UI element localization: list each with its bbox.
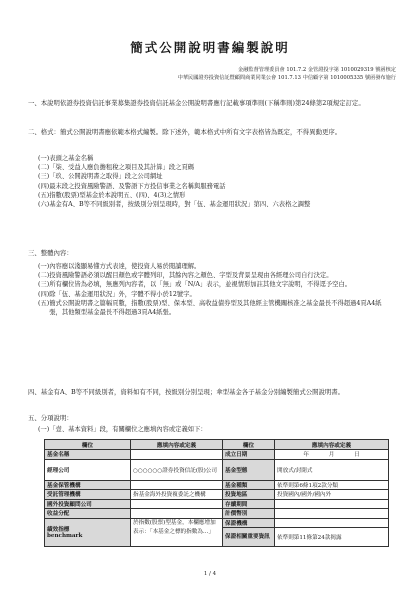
- cell-label: 成立日期: [223, 450, 275, 460]
- cell-value: 於指數(股票)型基金，本欄應增加表示：「本基金之標的指數為…」: [131, 518, 223, 547]
- section-5: [28, 414, 390, 423]
- cell-label: 計價幣別: [223, 509, 275, 519]
- section-3: [28, 249, 390, 258]
- section-5-item-1: (一) 「壹、基本資料」段，有關欄位之應填內容或定義如下：: [38, 426, 207, 433]
- approval-line-2: 中華民國證券投資信託暨顧問商業同業公會 101.7.13 中信顧字第 1010005335 號函發布施行: [177, 75, 396, 81]
- cell-value: 依準則第11條第24款揭露: [275, 528, 389, 547]
- table-header: 應填內容或定義: [131, 440, 223, 450]
- cell-value: 開放式/封閉式: [275, 459, 389, 480]
- section-2-list: [38, 154, 390, 209]
- list-item: (三) 「玖、公開說明書之取得」段之公司網址: [38, 173, 163, 181]
- cell-value: 指基金海外投資複委託之機構: [131, 490, 223, 500]
- cell-value: 年 月 日: [275, 450, 389, 460]
- section-3-list: [38, 262, 390, 317]
- table-row: [45, 480, 389, 490]
- section-4: [28, 388, 390, 397]
- fund-basic-info-table: [44, 439, 389, 547]
- list-item: (五) 簡式公開說明書之篇幅頁數，指數(股票)型、保本型、高收益債券型及其他經主管機關核准之基金最長不得超過4頁A4紙張，其他類型基金最長不得超過3頁A4紙張。: [38, 299, 382, 317]
- table-row: [45, 499, 389, 509]
- cell-label: 保證機構: [223, 518, 275, 528]
- cell-value: [275, 499, 389, 509]
- cell-label: 經理公司: [45, 459, 131, 480]
- cell-label: 存續期間: [223, 499, 275, 509]
- section-2-number: 二、: [28, 128, 41, 136]
- list-item: (四) 最末段之投資風險警語、及警語下方投信事業之名稱與服務電話: [38, 182, 226, 190]
- section-5-text: 分項說明：: [40, 414, 73, 422]
- list-item: (五) 指數(股票)型基金於本說明五、(四)、4(3)之情形: [38, 191, 186, 199]
- cell-value: [131, 509, 223, 519]
- table-header: 欄位: [45, 440, 131, 450]
- approval-notes: [178, 66, 396, 82]
- cell-value: [275, 518, 389, 528]
- section-5-number: 五、: [28, 414, 41, 422]
- cell-value: [275, 509, 389, 519]
- cell-label: 基金種類: [223, 480, 275, 490]
- section-4-number: 四、: [28, 388, 41, 396]
- table-header-row: [45, 440, 389, 450]
- table-row: [45, 450, 389, 460]
- list-item: (一) 表頭之基金名稱: [38, 155, 94, 162]
- cell-value: [131, 480, 223, 490]
- list-item: (四) 除「伍、基金運用狀況」外，字體不得小於12號字。: [38, 290, 196, 298]
- cell-label: 基金名稱: [45, 450, 131, 460]
- cell-label: 受託管理機構: [45, 490, 131, 500]
- section-2: [28, 128, 390, 137]
- list-item: (一) 內容應以淺顯易懂方式表達，使投資人易於閱讀理解。: [38, 263, 201, 270]
- section-2-text: 格式：簡式公開說明書應依範本格式編製。除下述外，範本格式中所有文字表格皆為既定，不得異動更序。: [40, 128, 342, 136]
- document-title: 簡式公開說明書編製說明: [130, 40, 290, 55]
- cell-label: 國外投資顧問公司: [45, 499, 131, 509]
- section-1-text: 本說明依證券投資信託事業募集證券投資信託基金公開說明書應行記載事項準則(下稱準則)第24條第2項規定訂定。: [40, 99, 365, 107]
- list-item: (二) 「柒、受益人應負擔租稅之項目及其計算」段之頁碼: [38, 164, 195, 172]
- cell-label: 保證相關重要資訊: [223, 528, 275, 547]
- list-item: (三) 所有欄位皆為必填，無應列內容者，以「無」或「N/A」表示，並視情形加註其他文字說明，不得逕予空白。: [38, 281, 352, 289]
- cell-label: [45, 518, 131, 547]
- approval-line-1: 金融監督管理委員會 101.7.2 金管證投字第 1010029319 號函核定: [238, 67, 396, 73]
- cell-value: 投資國內/國外/國內外: [275, 490, 389, 500]
- cell-label: 收益分配: [45, 509, 131, 519]
- benchmark-label-en: benchmark: [47, 533, 83, 540]
- section-3-text: 整體內容：: [40, 249, 73, 257]
- section-1-number: 一、: [28, 99, 41, 107]
- cell-value: ○○○○○○證券投資信託(股)公司: [131, 459, 223, 480]
- table-row: [45, 490, 389, 500]
- table-row: [45, 459, 389, 480]
- benchmark-label-zh: 績效指標: [47, 527, 70, 534]
- table-row: [45, 518, 389, 528]
- list-item: (六) 基金有A、B等不同級別者，按級別分別呈現時，對「伍、基金運用狀況」第四、六表格之調整: [38, 201, 311, 209]
- section-4-text: 基金有A、B等不同級別者，資料如有不同，按級別分別呈現；傘型基金各子基金分別編製簡式公開說明書。: [40, 388, 345, 396]
- cell-label: 基金保管機構: [45, 480, 131, 490]
- cell-value: [131, 499, 223, 509]
- table-header: 應填內容或定義: [275, 440, 389, 450]
- list-item: (二) 投資風險警語必須以醒目顏色或字體列印，其餘內容之顏色、字型及背景呈現由各經理公司自行決定。: [38, 272, 333, 280]
- page-number: 1 / 4: [203, 571, 217, 577]
- table-row: [45, 509, 389, 519]
- cell-label: 投資地區: [223, 490, 275, 500]
- section-1: [28, 99, 390, 108]
- section-3-number: 三、: [28, 249, 41, 257]
- cell-value: [131, 450, 223, 460]
- cell-label: 基金型態: [223, 459, 275, 480]
- table-header: 欄位: [223, 440, 275, 450]
- cell-value: 依準則第6條1項2款分類: [275, 480, 389, 490]
